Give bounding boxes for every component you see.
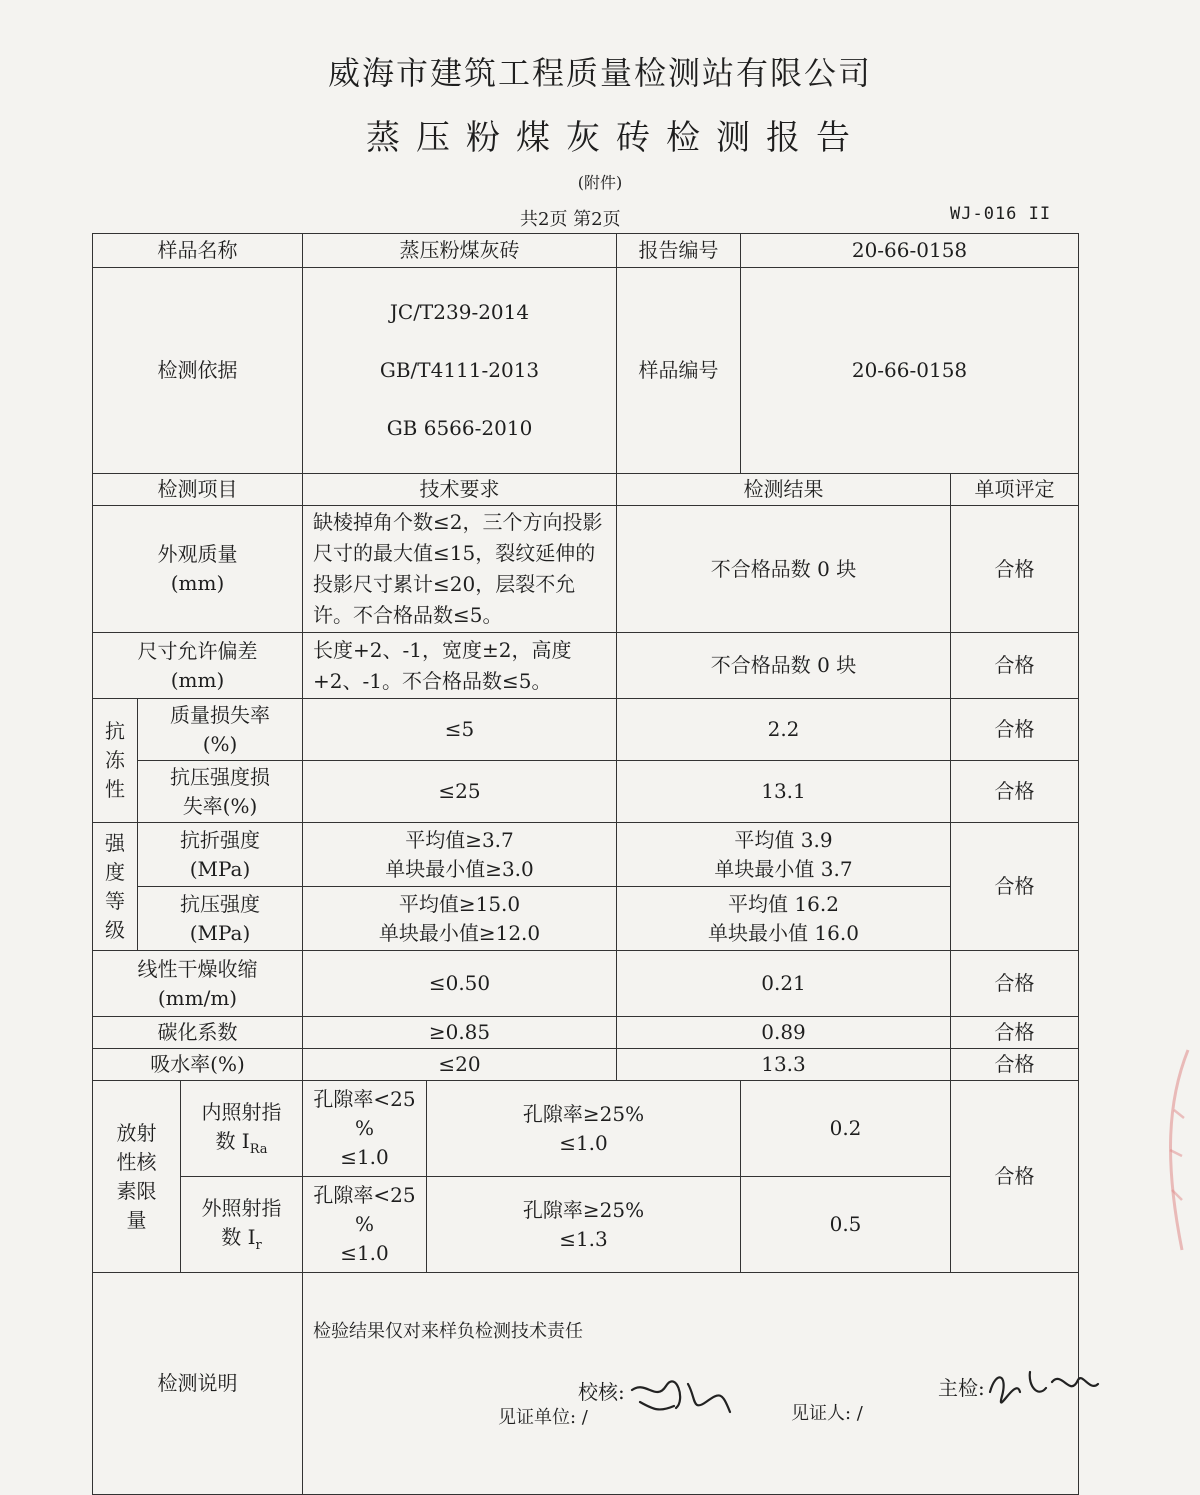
sample-name-value: 蒸压粉煤灰砖 bbox=[303, 234, 617, 268]
dimension-result: 不合格品数 0 块 bbox=[617, 633, 951, 699]
info-row-basis bbox=[93, 268, 1079, 474]
frost-strength-loss-requirement: ≤25 bbox=[303, 761, 617, 823]
sample-no-label: 样品编号 bbox=[617, 268, 741, 474]
col-requirement-header: 技术要求 bbox=[303, 474, 617, 506]
carbonation-result: 0.89 bbox=[617, 1017, 951, 1049]
remarks-label: 检测说明 bbox=[93, 1273, 303, 1495]
flexural-result: 平均值 3.9 单块最小值 3.7 bbox=[617, 823, 951, 887]
basis-standard-2: GB/T4111-2013 bbox=[379, 358, 540, 382]
dimension-rating: 合格 bbox=[951, 633, 1079, 699]
appearance-item: 外观质量 (mm) bbox=[93, 506, 303, 633]
radio-external-item bbox=[181, 1177, 303, 1273]
radio-internal-item-text: 内照射指 数 I bbox=[201, 1099, 282, 1153]
strength-rating: 合格 bbox=[951, 823, 1079, 951]
info-row-sample bbox=[93, 234, 1079, 268]
row-strength-flexural bbox=[93, 823, 1079, 887]
shrinkage-result: 0.21 bbox=[617, 951, 951, 1017]
strength-group-label: 强 度 等 级 bbox=[93, 823, 138, 951]
sample-name-label: 样品名称 bbox=[93, 234, 303, 268]
row-carbonation bbox=[93, 1017, 1079, 1049]
report-no-label: 报告编号 bbox=[617, 234, 741, 268]
sample-no-value: 20-66-0158 bbox=[741, 268, 1079, 474]
row-appearance bbox=[93, 506, 1079, 633]
row-frost-mass-loss bbox=[93, 699, 1079, 761]
frost-mass-loss-item: 质量损失率 (%) bbox=[138, 699, 303, 761]
radio-external-req-a: 孔隙率<25 % ≤1.0 bbox=[303, 1177, 427, 1273]
carbonation-rating: 合格 bbox=[951, 1017, 1079, 1049]
row-frost-strength-loss bbox=[93, 761, 1079, 823]
shrinkage-rating: 合格 bbox=[951, 951, 1079, 1017]
radio-external-result: 0.5 bbox=[741, 1177, 951, 1273]
col-rating-header: 单项评定 bbox=[951, 474, 1079, 506]
absorption-item: 吸水率(%) bbox=[93, 1049, 303, 1081]
review-signature bbox=[626, 1372, 736, 1422]
report-title: 蒸压粉煤灰砖检测报告 bbox=[366, 118, 866, 158]
radio-internal-item bbox=[181, 1081, 303, 1177]
basis-standard-1: JC/T239-2014 bbox=[389, 300, 530, 324]
frost-mass-loss-rating: 合格 bbox=[951, 699, 1079, 761]
remarks-text: 检验结果仅对来样负检测技术责任 bbox=[313, 1321, 583, 1342]
dimension-requirement: 长度+2、-1，宽度±2，高度+2、-1。不合格品数≤5。 bbox=[303, 633, 617, 699]
carbonation-requirement: ≥0.85 bbox=[303, 1017, 617, 1049]
carbonation-item: 碳化系数 bbox=[93, 1017, 303, 1049]
absorption-requirement: ≤20 bbox=[303, 1049, 617, 1081]
row-dimension bbox=[93, 633, 1079, 699]
radio-internal-req-b: 孔隙率≥25% ≤1.0 bbox=[427, 1081, 741, 1177]
radio-rating: 合格 bbox=[951, 1081, 1079, 1273]
col-result-header: 检测结果 bbox=[617, 474, 951, 506]
radio-internal-subscript: Ra bbox=[249, 1141, 268, 1157]
radio-external-item-text: 外照射指 数 I bbox=[201, 1195, 282, 1249]
row-absorption bbox=[93, 1049, 1079, 1081]
page-info: 共2页 第2页 bbox=[520, 209, 621, 230]
inspector-signature bbox=[986, 1362, 1102, 1408]
appearance-result: 不合格品数 0 块 bbox=[617, 506, 951, 633]
basis-label: 检测依据 bbox=[93, 268, 303, 474]
inspector-label: 主检: bbox=[938, 1376, 985, 1400]
column-header-row bbox=[93, 474, 1079, 506]
report-no-value: 20-66-0158 bbox=[741, 234, 1079, 268]
dimension-item: 尺寸允许偏差 (mm) bbox=[93, 633, 303, 699]
witness-unit: 见证单位: / bbox=[498, 1407, 588, 1428]
absorption-rating: 合格 bbox=[951, 1049, 1079, 1081]
basis-standard-3: GB 6566-2010 bbox=[386, 416, 533, 440]
shrinkage-requirement: ≤0.50 bbox=[303, 951, 617, 1017]
shrinkage-item: 线性干燥收缩 (mm/m) bbox=[93, 951, 303, 1017]
appearance-requirement: 缺棱掉角个数≤2，三个方向投影尺寸的最大值≤15，裂纹延伸的投影尺寸累计≤20，层裂不允许。不合格品数≤5。 bbox=[303, 506, 617, 633]
row-shrinkage bbox=[93, 951, 1079, 1017]
frost-strength-loss-rating: 合格 bbox=[951, 761, 1079, 823]
witness-person: 见证人: / bbox=[791, 1403, 863, 1424]
row-radio-external bbox=[93, 1177, 1079, 1273]
frost-mass-loss-result: 2.2 bbox=[617, 699, 951, 761]
compressive-requirement: 平均值≥15.0 单块最小值≥12.0 bbox=[303, 887, 617, 951]
compressive-item: 抗压强度 (MPa) bbox=[138, 887, 303, 951]
company-name: 威海市建筑工程质量检测站有限公司 bbox=[327, 54, 872, 92]
row-strength-compressive bbox=[93, 887, 1079, 951]
flexural-item: 抗折强度 (MPa) bbox=[138, 823, 303, 887]
frost-strength-loss-result: 13.1 bbox=[617, 761, 951, 823]
stamp-mark bbox=[1148, 1040, 1200, 1260]
compressive-result: 平均值 16.2 单块最小值 16.0 bbox=[617, 887, 951, 951]
absorption-result: 13.3 bbox=[617, 1049, 951, 1081]
radio-external-subscript: r bbox=[255, 1237, 262, 1253]
basis-value bbox=[303, 268, 617, 474]
review-label: 校核: bbox=[578, 1380, 625, 1404]
form-code: WJ-016 II bbox=[950, 204, 1052, 224]
frost-mass-loss-requirement: ≤5 bbox=[303, 699, 617, 761]
flexural-requirement: 平均值≥3.7 单块最小值≥3.0 bbox=[303, 823, 617, 887]
radio-internal-req-a: 孔隙率<25 % ≤1.0 bbox=[303, 1081, 427, 1177]
radio-external-req-b: 孔隙率≥25% ≤1.3 bbox=[427, 1177, 741, 1273]
frost-strength-loss-item: 抗压强度损 失率(%) bbox=[138, 761, 303, 823]
radio-internal-result: 0.2 bbox=[741, 1081, 951, 1177]
report-table bbox=[92, 233, 1079, 1495]
col-item-header: 检测项目 bbox=[93, 474, 303, 506]
frost-group-label: 抗 冻 性 bbox=[93, 699, 138, 823]
appearance-rating: 合格 bbox=[951, 506, 1079, 633]
attachment-label: (附件) bbox=[577, 173, 623, 192]
radio-group-label: 放射 性核 素限 量 bbox=[93, 1081, 181, 1273]
row-radio-internal bbox=[93, 1081, 1079, 1177]
